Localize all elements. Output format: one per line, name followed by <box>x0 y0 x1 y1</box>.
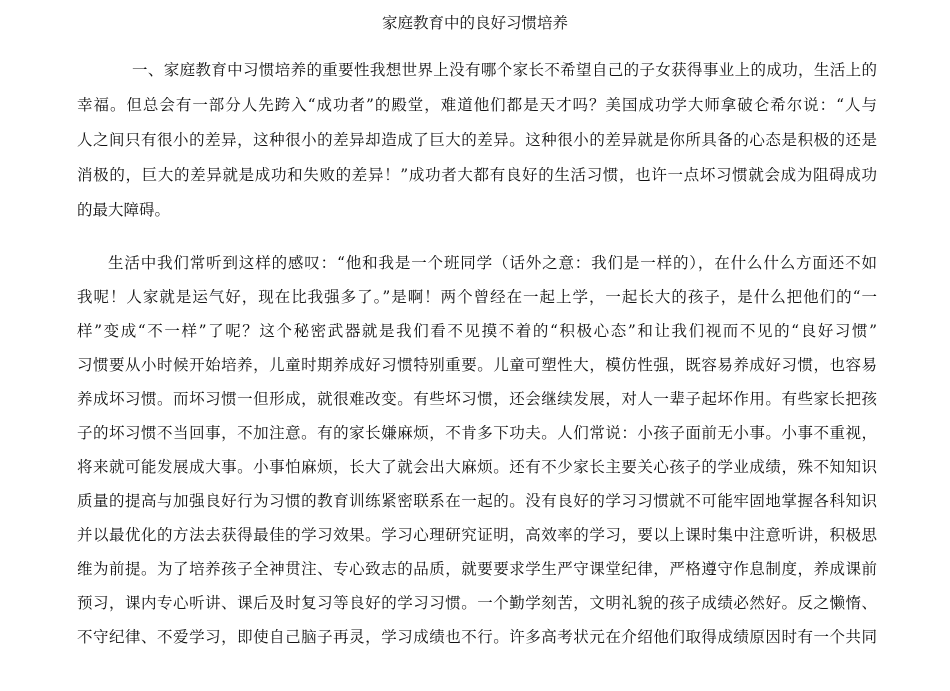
paragraph-line: 生活中我们常听到这样的感叹：“他和我是一个班同学（话外之意：我们是一样的），在什么什么方面还不如 <box>108 254 877 272</box>
paragraph-line: 并以最优化的方法去获得最佳的学习效果。学习心理研究证明，高效率的学习，要以上课时集中注意听讲，积极思 <box>77 526 877 544</box>
paragraph-line: 幸福。但总会有一部分人先跨入“成功者”的殿堂，难道他们都是天才吗？美国成功学大师拿破仑希尔说：“人与 <box>77 96 877 114</box>
paragraph-line: 人之间只有很小的差异，这种很小的差异却造成了巨大的差异。这种很小的差异就是你所具备的心态是积极的还是 <box>77 131 877 149</box>
paragraph-line: 不守纪律、不爱学习，即使自己脑子再灵，学习成绩也不行。许多高考状元在介绍他们取得成绩原因时有一个共同 <box>77 628 877 646</box>
paragraph-line: 样”变成“不一样”了呢？这个秘密武器就是我们看不见摸不着的“积极心态”和让我们视而不见的“良好习惯” <box>77 322 877 340</box>
paragraph-line: 一、家庭教育中习惯培养的重要性我想世界上没有哪个家长不希望自己的子女获得事业上的成功，生活上的 <box>132 61 877 79</box>
paragraph-line: 消极的，巨大的差异就是成功和失败的差异！”成功者大都有良好的生活习惯，也许一点坏习惯就会成为阻碍成功 <box>77 166 877 184</box>
document-title: 家庭教育中的良好习惯培养 <box>381 14 568 32</box>
paragraph-line: 养成坏习惯。而坏习惯一但形成，就很难改变。有些坏习惯，还会继续发展，对人一辈子起坏作用。有些家长把孩 <box>77 390 877 408</box>
paragraph-line: 预习，课内专心听讲、课后及时复习等良好的学习习惯。一个勤学刻苦，文明礼貌的孩子成绩必然好。反之懒惰、 <box>77 594 877 612</box>
paragraph-line: 维为前提。为了培养孩子全神贯注、专心致志的品质，就要要求学生严守课堂纪律，严格遵守作息制度，养成课前 <box>77 560 877 578</box>
paragraph-line: 我呢！人家就是运气好，现在比我强多了。”是啊！两个曾经在一起上学，一起长大的孩子，是什么把他们的“一 <box>77 288 877 306</box>
paragraph-line: 习惯要从小时候开始培养，儿童时期养成好习惯特别重要。儿童可塑性大，模仿性强，既容易养成好习惯，也容易 <box>77 356 877 374</box>
paragraph-line: 质量的提高与加强良好行为习惯的教育训练紧密联系在一起的。没有良好的学习习惯就不可能牢固地掌握各科知识 <box>77 492 877 510</box>
paragraph-line: 的最大障碍。 <box>77 201 171 219</box>
paragraph-line: 将来就可能发展成大事。小事怕麻烦，长大了就会出大麻烦。还有不少家长主要关心孩子的学业成绩，殊不知知识 <box>77 458 877 476</box>
paragraph-line: 子的坏习惯不当回事，不加注意。有的家长嫌麻烦，不肯多下功夫。人们常说：小孩子面前无小事。小事不重视， <box>77 424 877 442</box>
